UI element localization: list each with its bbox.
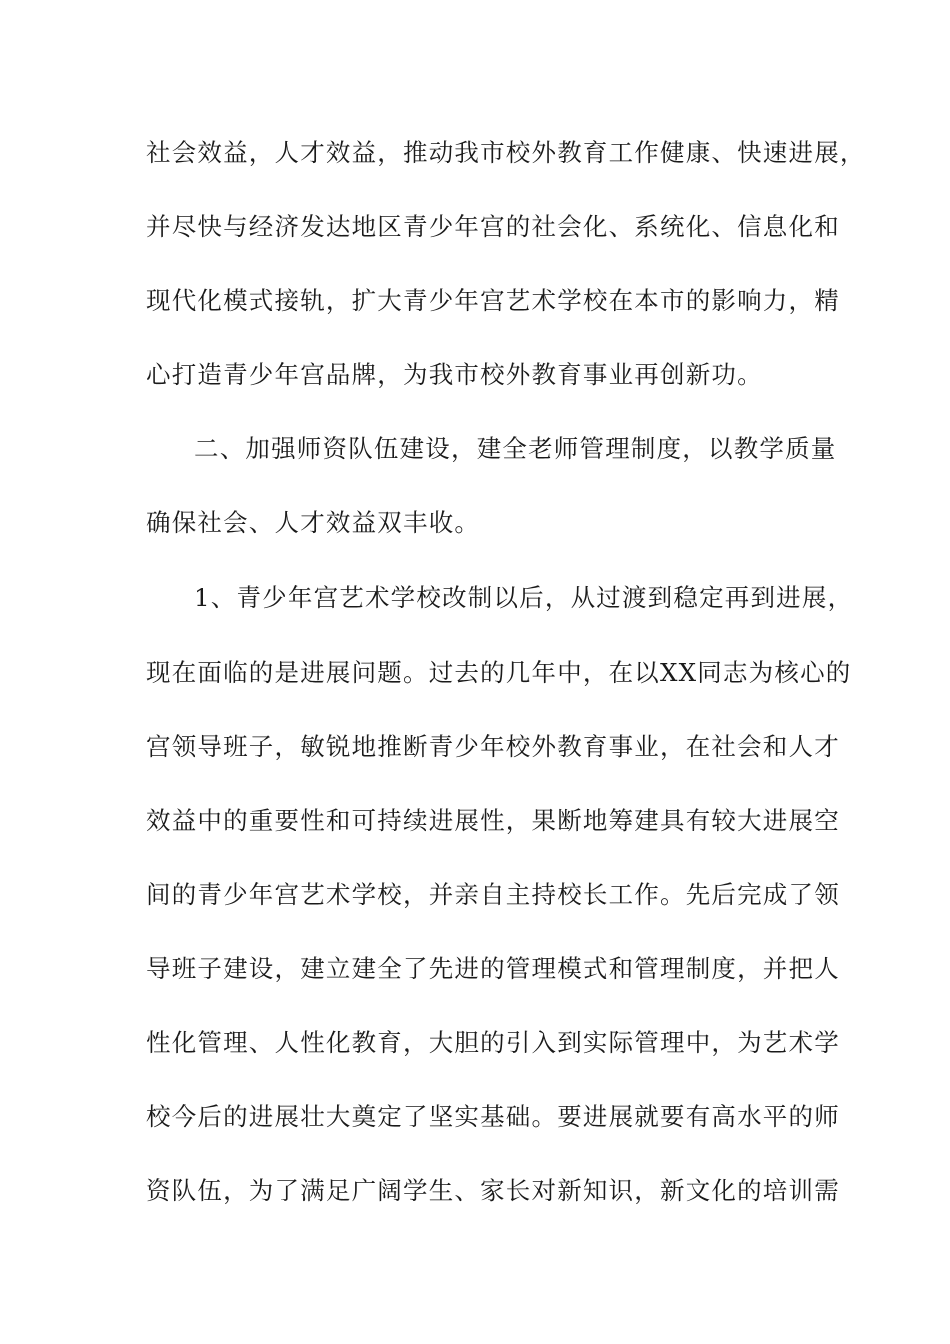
section-heading-line: 确保社会、人才效益双丰收。 (146, 508, 481, 537)
text-line: 心打造青少年宫品牌，为我市校外教育事业再创新功。 (146, 360, 763, 389)
text-line: 宫领导班子，敏锐地推断青少年校外教育事业，在社会和人才 (146, 732, 840, 761)
text-line: 社会效益，人才效益，推动我市校外教育工作健康、快速进展， (146, 138, 866, 167)
text-line: 1、青少年宫艺术学校改制以后，从过渡到稳定再到进展， (194, 583, 854, 612)
text-line: 校今后的进展壮大奠定了坚实基础。要进展就要有高水平的师 (146, 1102, 840, 1131)
text-line: 现代化模式接轨，扩大青少年宫艺术学校在本市的影响力，精 (146, 286, 840, 315)
text-line: 导班子建设，建立建全了先进的管理模式和管理制度，并把人 (146, 954, 840, 983)
text-line: 间的青少年宫艺术学校，并亲自主持校长工作。先后完成了领 (146, 880, 840, 909)
text-line: 资队伍，为了满足广阔学生、家长对新知识，新文化的培训需 (146, 1176, 840, 1205)
text-line: 现在面临的是进展问题。过去的几年中，在以XX同志为核心的 (146, 658, 852, 687)
text-line: 并尽快与经济发达地区青少年宫的社会化、系统化、信息化和 (146, 212, 840, 241)
section-heading-line: 二、加强师资队伍建设，建全老师管理制度，以教学质量 (194, 434, 837, 463)
text-line: 效益中的重要性和可持续进展性，果断地筹建具有较大进展空 (146, 806, 840, 835)
text-line: 性化管理、人性化教育，大胆的引入到实际管理中，为艺术学 (146, 1028, 840, 1057)
